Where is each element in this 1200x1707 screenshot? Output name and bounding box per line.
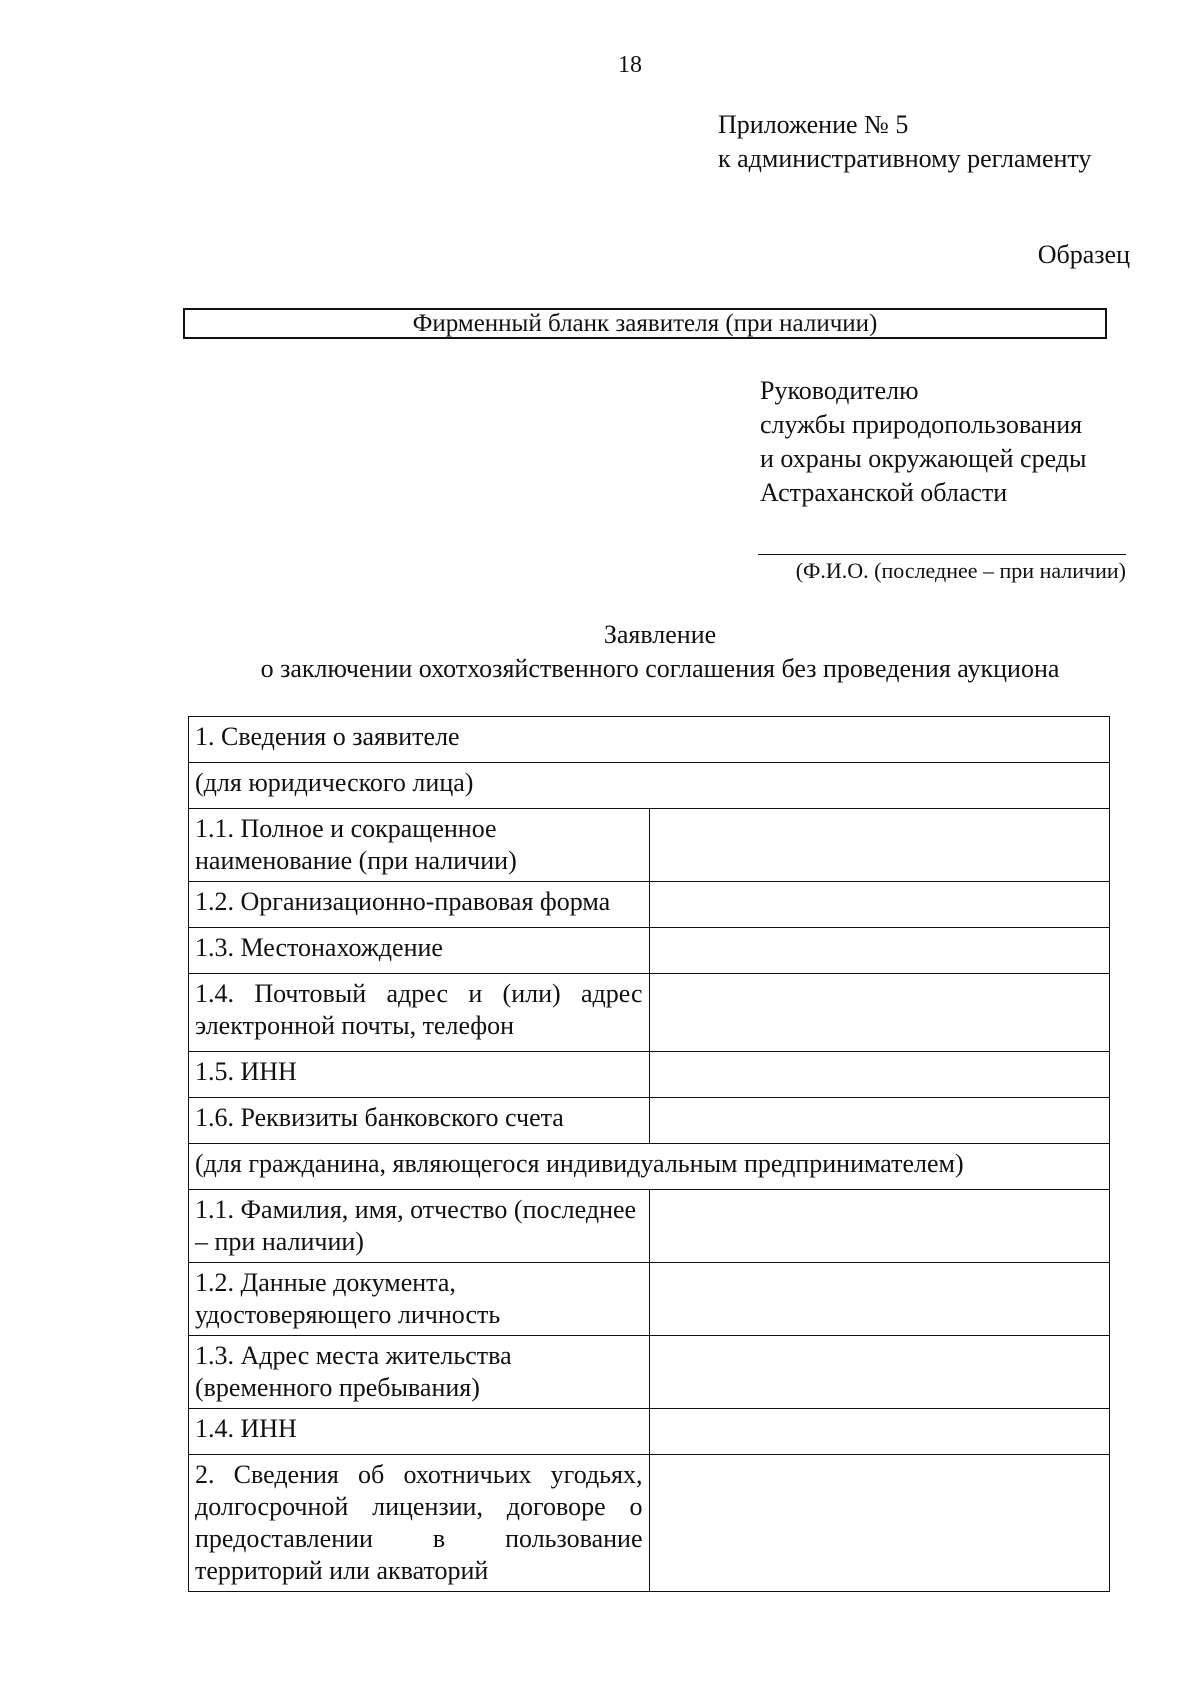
appendix-reference [718,108,1091,176]
entrepreneur-header: (для гражданина, являющегося индивидуальным предпринимателем) [189,1144,1110,1190]
sample-label: Образец [1037,240,1130,269]
table-row [189,1409,1110,1455]
statement-subtitle: о заключении охотхозяйственного соглашения без проведения аукциона [260,654,1060,683]
table-row [189,1052,1110,1098]
field-value-cell[interactable] [649,1098,1110,1144]
table-row [189,882,1110,928]
fio-signature-line [758,554,1126,555]
table-row [189,1336,1110,1409]
table-row [189,763,1110,809]
addressee-line-2: службы природопользования [760,410,1083,439]
page-number: 18 [618,52,642,78]
section-1-header: 1. Сведения о заявителе [189,717,1110,763]
field-label: 1.3. Адрес места жительства (временного пребывания) [189,1336,650,1409]
appendix-line-1: Приложение № 5 [718,110,909,139]
legal-entity-header: (для юридического лица) [189,763,1110,809]
table-row [189,1455,1110,1592]
field-value-cell[interactable] [649,1263,1110,1336]
field-value-cell[interactable] [649,882,1110,928]
fio-caption: (Ф.И.О. (последнее – при наличии) [795,558,1126,583]
field-label: 1.5. ИНН [189,1052,650,1098]
field-value-cell[interactable] [649,809,1110,882]
field-label: 1.2. Организационно-правовая форма [189,882,650,928]
table-row [189,974,1110,1052]
addressee-line-3: и охраны окружающей среды [760,444,1087,473]
field-value-cell[interactable] [649,1455,1110,1592]
field-label: 1.2. Данные документа, удостоверяющего личность [189,1263,650,1336]
field-label: 1.4. ИНН [189,1409,650,1455]
table-row [189,1144,1110,1190]
addressee-line-4: Астраханской области [760,478,1008,507]
appendix-line-2: к административному регламенту [718,144,1092,173]
field-value-cell[interactable] [649,1409,1110,1455]
field-label: 1.3. Местонахождение [189,928,650,974]
field-value-cell[interactable] [649,1190,1110,1263]
addressee-block [760,374,1086,510]
field-label: 1.1. Фамилия, имя, отчество (последнее – при наличии) [189,1190,650,1263]
field-value-cell[interactable] [649,1052,1110,1098]
table-row [189,717,1110,763]
field-label: 1.1. Полное и сокращенное наименование (при наличии) [189,809,650,882]
field-label: 1.6. Реквизиты банковского счета [189,1098,650,1144]
statement-heading [150,618,1170,686]
section-2-label: 2. Сведения об охотничьих угодьях, долгосрочной лицензии, договоре о предоставлении в пользование территорий или акваторий [189,1455,650,1592]
table-row [189,1263,1110,1336]
table-row [189,1098,1110,1144]
table-row [189,1190,1110,1263]
field-value-cell[interactable] [649,1336,1110,1409]
addressee-line-1: Руководителю [760,376,919,405]
table-row [189,809,1110,882]
application-form-table [188,716,1110,1592]
field-value-cell[interactable] [649,974,1110,1052]
letterhead-box: Фирменный бланк заявителя (при наличии) [183,308,1107,339]
field-value-cell[interactable] [649,928,1110,974]
field-label: 1.4. Почтовый адрес и (или) адрес электронной почты, телефон [189,974,650,1052]
statement-title: Заявление [603,620,717,649]
table-row [189,928,1110,974]
